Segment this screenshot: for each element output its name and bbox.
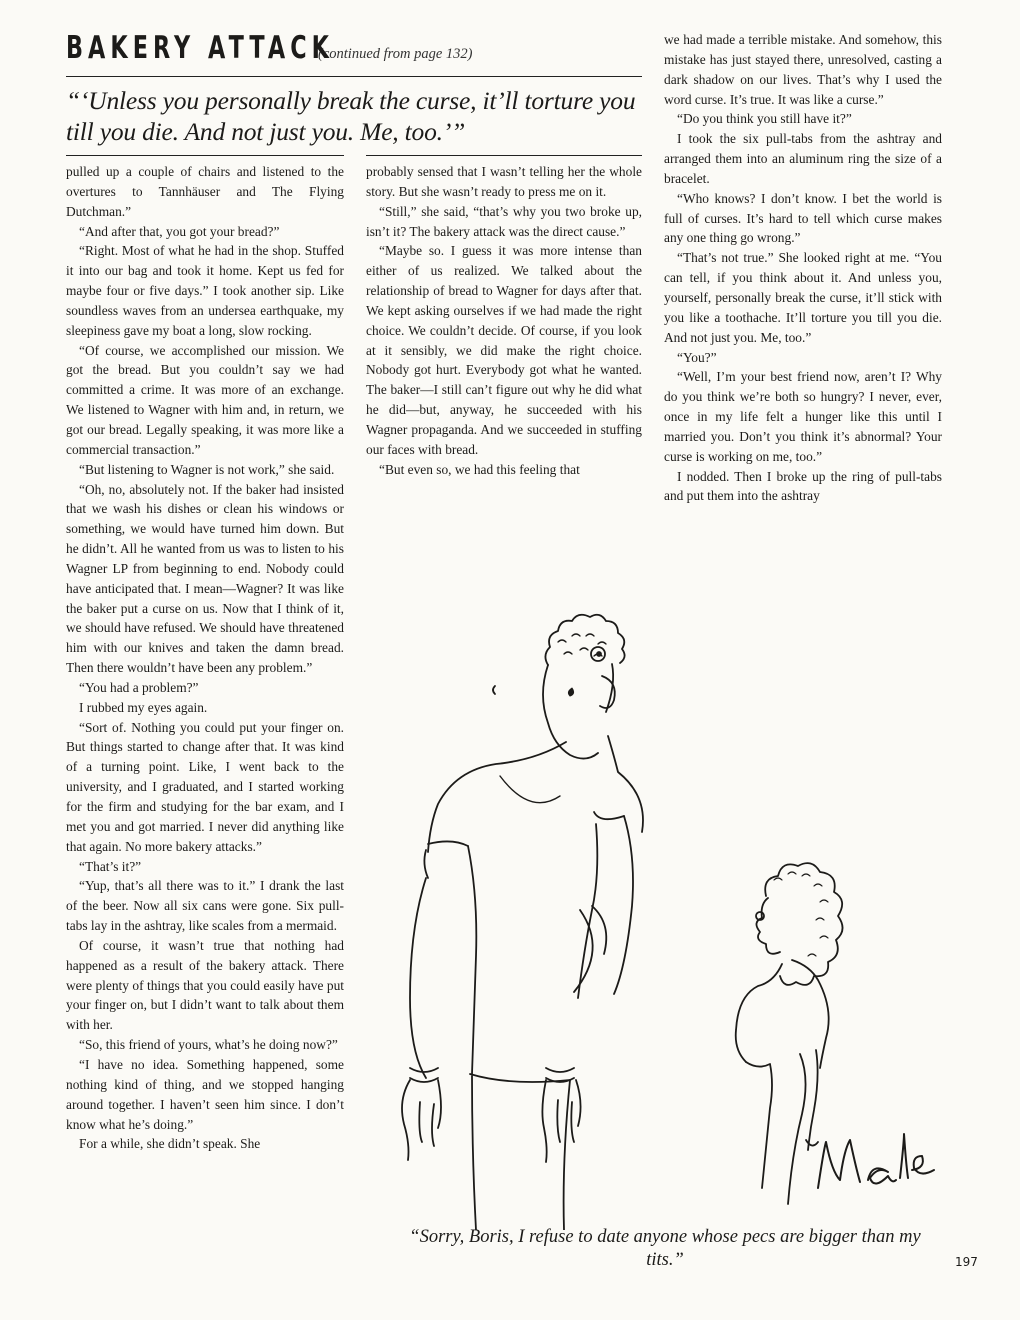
pullquote-rule-left xyxy=(66,155,344,156)
woman-figure xyxy=(736,863,843,1204)
paragraph: “Yup, that’s all there was to it.” I drank the last of the beer. Now all six cans were gone. Six pull-tabs lay in the ashtray, like scales from a mermaid. xyxy=(66,878,344,934)
paragraph: “And after that, you got your bread?” xyxy=(79,223,280,239)
paragraph: pulled up a couple of chairs and listened to the overtures to Tannhäuser and The Flying Dutchman.” xyxy=(66,164,344,219)
paragraph: I took the six pull-tabs from the ashtray and arranged them into an aluminum ring the size of a bracelet. xyxy=(664,131,942,186)
text-column-right xyxy=(664,30,942,506)
paragraph: “Right. Most of what he had in the shop. Stuffed it into our bag and took it home. Kept us fed for maybe four or five days.” I took another sip. Like soundless waves from an undersea earthquake, my sleepiness gave my boat a long, slow rocking. xyxy=(66,243,344,338)
title-rule xyxy=(66,76,642,77)
paragraph: “Do you think you still have it?” xyxy=(677,111,852,127)
paragraph: “You?” xyxy=(677,349,717,365)
paragraph: I nodded. Then I broke up the ring of pull-tabs and put them into the ashtray xyxy=(664,468,942,504)
pullquote-rule-mid xyxy=(366,155,642,156)
page-number: 197 xyxy=(955,1255,978,1269)
paragraph: “Sort of. Nothing you could put your finger on. But things started to change after that. It was kind of a turning point. Like, I went back to the university, and I graduated, and I started working for the firm and studying for the bar exam, and I met you and got married. I never did anything like that again. No more bakery attacks.” xyxy=(66,719,344,854)
paragraph: “Still,” she said, “that’s why you two broke up, isn’t it? The bakery attack was the direct cause.” xyxy=(366,203,642,239)
continued-note: (continued from page 132) xyxy=(318,46,473,62)
paragraph: Of course, it wasn’t true that nothing had happened as a result of the bakery attack. There were plenty of things that you could easily have put your finger on, but I didn’t want to talk about them with her. xyxy=(66,937,344,1033)
man-figure xyxy=(402,615,643,1230)
paragraph: I rubbed my eyes again. xyxy=(79,699,208,715)
paragraph: “Of course, we accomplished our mission. We got the bread. But you couldn’t say we had committed a crime. It was more of an exchange. We listened to Wagner with him and, in return, we got our bread. Legally speaking, it was more like a commercial transaction.” xyxy=(66,342,344,457)
paragraph: “Well, I’m your best friend now, aren’t I? Why do you think we’re both so hungry? I never, ever, once in my life felt a hunger like this until I married you. Don’t you think it’s abnormal? Your curse is working on me, too.” xyxy=(664,369,942,464)
paragraph: we had made a terrible mistake. And somehow, this mistake has just stayed there, unresolved, casting a dark shadow on our lives. That’s why I used the word curse. It’s true. It was like a curse.” xyxy=(664,32,942,107)
paragraph: “Maybe so. I guess it was more intense than either of us realized. We talked about the relationship of bread to Wagner for days after that. We kept asking ourselves if we had made the right choice. We couldn’t decide. Of course, if you look at it sensibly, we did make the right choice. Nobody got hurt. Everybody got what he wanted. The baker—I still can’t figure out why he did what he did—but, anyway, he succeeded with his Wagner propaganda. And we succeeded in stuffing our faces with bread. xyxy=(366,243,642,457)
paragraph: “That’s not true.” She looked right at me. “You can tell, if you think about it. And unless you, yourself, personally break the curse, it’ll stick with you like a toothache. It’ll torture you till you die. And not just you. Me, too.” xyxy=(664,250,942,345)
paragraph: probably sensed that I wasn’t telling her the whole story. But she wasn’t ready to press me on it. xyxy=(366,164,642,199)
text-column-left xyxy=(66,162,344,1154)
paragraph: “You had a problem?” xyxy=(79,679,199,695)
paragraph: “But listening to Wagner is not work,” she said. xyxy=(79,461,335,477)
paragraph: “Who knows? I don’t know. I bet the world is full of curses. It’s hard to tell which curse makes any one thing go wrong.” xyxy=(664,190,942,246)
story-title: BAKERY ATTACK xyxy=(66,30,334,66)
text-column-middle xyxy=(366,162,642,480)
paragraph: “That’s it?” xyxy=(79,858,142,874)
pull-quote: “‘Unless you personally break the curse, it’ll torture you till you die. And not just you. Me, too.’” xyxy=(66,86,636,146)
signature-mal xyxy=(818,1134,934,1188)
paragraph: “Oh, no, absolutely not. If the baker had insisted that we wash his dishes or clean his windows or something, we would have turned him down. But he didn’t. All he wanted from us was to listen to his Wagner LP from beginning to end. Nobody could have anticipated that. I mean—Wagner? It was like the baker put a curse on us. Now that I think of it, we should have refused. We should have threatened him with our knives and taken the damn bread. Then there wouldn’t have been any problem.” xyxy=(66,481,344,676)
cartoon-illustration xyxy=(380,580,960,1230)
paragraph: For a while, she didn’t speak. She xyxy=(79,1136,261,1152)
title-block xyxy=(66,30,642,147)
paragraph: “But even so, we had this feeling that xyxy=(379,461,580,477)
paragraph: “So, this friend of yours, what’s he doing now?” xyxy=(79,1037,338,1053)
cartoon-caption: “Sorry, Boris, I refuse to date anyone whose pecs are bigger than my tits.” xyxy=(409,1227,921,1270)
paragraph: “I have no idea. Something happened, some nothing kind of thing, and we stopped hanging around together. I haven’t seen him since. I don’t know what he’s doing.” xyxy=(66,1056,344,1132)
